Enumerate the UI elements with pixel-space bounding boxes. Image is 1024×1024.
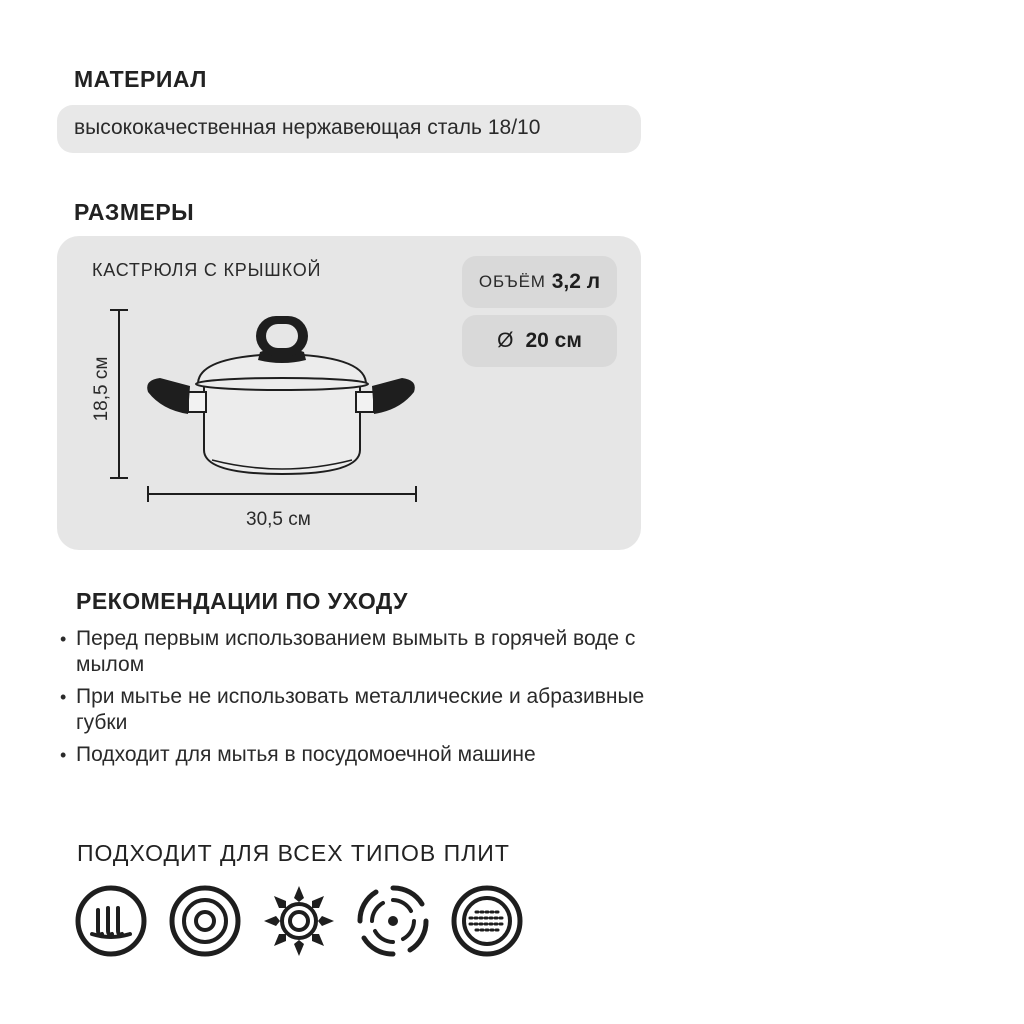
stove-icons <box>74 884 524 958</box>
gas-burner-icon <box>262 884 336 958</box>
care-list <box>60 626 660 774</box>
electric-plate-icon <box>168 884 242 958</box>
lid-knob <box>256 316 308 363</box>
pot-body <box>204 386 360 474</box>
material-heading: МАТЕРИАЛ <box>74 66 207 92</box>
volume-value: 3,2 л <box>551 270 601 293</box>
height-label: 18,5 см <box>91 356 112 422</box>
volume-badge <box>462 256 617 308</box>
diameter-badge <box>462 315 617 367</box>
list-item: • Перед первым использованием вымыть в горячей воде с мылом <box>60 627 636 676</box>
list-item: • Подходит для мытья в посудомоечной машине <box>60 743 536 766</box>
diameter-value: 20 см <box>525 329 582 352</box>
diameter-symbol: Ø <box>497 329 514 352</box>
care-heading: РЕКОМЕНДАЦИИ ПО УХОДУ <box>76 588 408 614</box>
induction-icon <box>450 884 524 958</box>
list-item: • При мытье не использовать металлические и абразивные губки <box>60 685 645 734</box>
material-text: высококачественная нержавеющая сталь 18/10 <box>74 116 541 139</box>
width-dimension-line <box>148 486 416 502</box>
pot-illustration <box>100 300 440 510</box>
electric-coil-icon <box>74 884 148 958</box>
stoves-heading: ПОДХОДИТ ДЛЯ ВСЕХ ТИПОВ ПЛИТ <box>77 840 510 866</box>
halogen-icon <box>356 884 430 958</box>
width-label: 30,5 см <box>246 509 311 530</box>
pot-title: КАСТРЮЛЯ С КРЫШКОЙ <box>92 260 322 280</box>
dimensions-heading: РАЗМЕРЫ <box>74 199 195 225</box>
volume-label: ОБЪЁМ <box>478 272 546 291</box>
